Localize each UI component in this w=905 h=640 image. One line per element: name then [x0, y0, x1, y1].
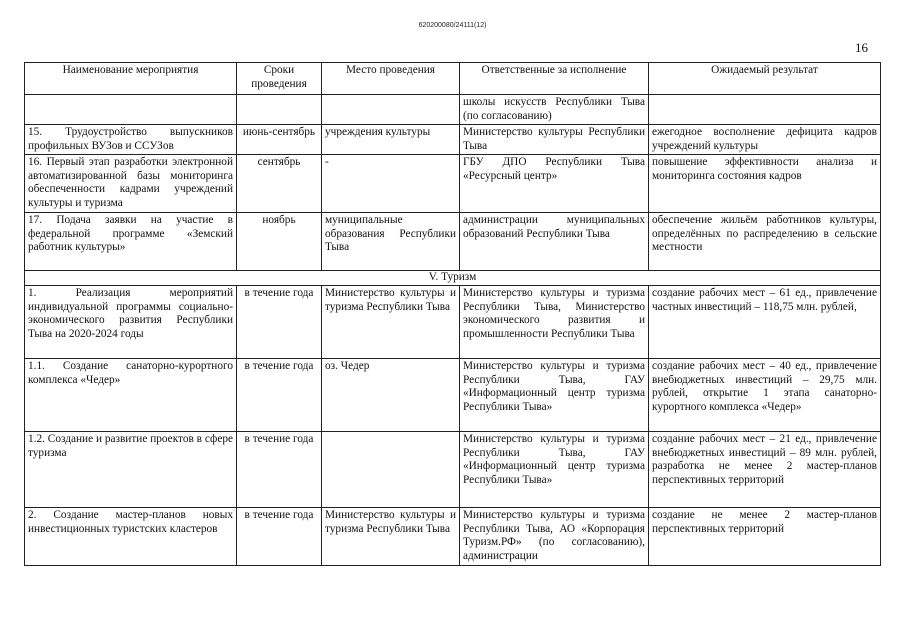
table-row [25, 286, 881, 359]
cell-name: 1.2. Создание и развитие проектов в сфере туризма [25, 432, 237, 508]
cell-result: повышение эффективности анализа и мониторинга состояния кадров [649, 155, 881, 213]
cell-responsible: Министерство культуры и туризма Республики Тыва, Министерство экономического развития и промышленности Республики Тыва [460, 286, 649, 359]
cell-name [25, 95, 237, 125]
cell-name: 1.1. Создание санаторно-курортного комплекса «Чедер» [25, 359, 237, 432]
cell-responsible: Министерство культуры и туризма Республики Тыва, ГАУ «Информационный центр туризма Республики Тыва» [460, 432, 649, 508]
table-row [25, 125, 881, 155]
table-row [25, 359, 881, 432]
cell-place: - [322, 155, 460, 213]
cell-result: обеспечение жильём работников культуры, определённых по распределению в сельские местности [649, 213, 881, 271]
cell-result [649, 95, 881, 125]
table-row [25, 213, 881, 271]
cell-period: сентябрь [237, 155, 322, 213]
table-header-row [25, 63, 881, 95]
header-result: Ожидаемый результат [649, 63, 881, 95]
cell-place: Министерство культуры и туризма Республики Тыва [322, 508, 460, 566]
cell-name: 15. Трудоустройство выпускников профильных ВУЗов и ССУЗов [25, 125, 237, 155]
cell-period: ноябрь [237, 213, 322, 271]
cell-place: Министерство культуры и туризма Республики Тыва [322, 286, 460, 359]
cell-place: оз. Чедер [322, 359, 460, 432]
section-row [25, 271, 881, 286]
cell-responsible: Министерство культуры Республики Тыва [460, 125, 649, 155]
table-row [25, 508, 881, 566]
table-row [25, 155, 881, 213]
cell-responsible: администрации муниципальных образований Республики Тыва [460, 213, 649, 271]
header-responsible: Ответственные за исполнение [460, 63, 649, 95]
cell-result: создание не менее 2 мастер-планов перспективных территорий [649, 508, 881, 566]
cell-place [322, 432, 460, 508]
cell-responsible: Министерство культуры и туризма Республики Тыва, АО «Корпорация Туризм.РФ» (по согласованию), администрации [460, 508, 649, 566]
header-place: Место проведения [322, 63, 460, 95]
cell-place: муниципальные образования Республики Тыва [322, 213, 460, 271]
cell-period: в течение года [237, 359, 322, 432]
section-title: V. Туризм [25, 271, 881, 286]
header-name: Наименование мероприятия [25, 63, 237, 95]
cell-result: создание рабочих мест – 40 ед., привлечение внебюджетных инвестиций – 29,75 млн. рублей, открытие 1 этапа санаторно-курортного комплекса «Чедер» [649, 359, 881, 432]
cell-period: в течение года [237, 286, 322, 359]
cell-name: 2. Создание мастер-планов новых инвестиционных туристских кластеров [25, 508, 237, 566]
table-row [25, 432, 881, 508]
cell-name: 16. Первый этап разработки электронной автоматизированной базы мониторинга обеспеченности кадрами учреждений культуры и туризма [25, 155, 237, 213]
header-period: Сроки проведения [237, 63, 322, 95]
cell-period: в течение года [237, 432, 322, 508]
cell-responsible: школы искусств Республики Тыва (по согласованию) [460, 95, 649, 125]
table-row [25, 95, 881, 125]
cell-period [237, 95, 322, 125]
events-table [24, 62, 881, 566]
cell-place: учреждения культуры [322, 125, 460, 155]
cell-place [322, 95, 460, 125]
cell-result: создание рабочих мест – 61 ед., привлечение частных инвестиций – 118,75 млн. рублей, [649, 286, 881, 359]
page-number: 16 [855, 40, 868, 55]
cell-responsible: ГБУ ДПО Республики Тыва «Ресурсный центр» [460, 155, 649, 213]
cell-result: создание рабочих мест – 21 ед., привлечение внебюджетных инвестиций – 89 млн. рублей, разработка не менее 2 мастер-планов перспективных территорий [649, 432, 881, 508]
document-id: 620200080/24111(12) [418, 22, 487, 29]
cell-result: ежегодное восполнение дефицита кадров учреждений культуры [649, 125, 881, 155]
cell-period: июнь-сентябрь [237, 125, 322, 155]
cell-name: 1. Реализация мероприятий индивидуальной программы социально-экономического развития Республики Тыва на 2020-2024 годы [25, 286, 237, 359]
cell-name: 17. Подача заявки на участие в федеральной программе «Земский работник культуры» [25, 213, 237, 271]
cell-responsible: Министерство культуры и туризма Республики Тыва, ГАУ «Информационный центр туризма Республики Тыва» [460, 359, 649, 432]
cell-period: в течение года [237, 508, 322, 566]
